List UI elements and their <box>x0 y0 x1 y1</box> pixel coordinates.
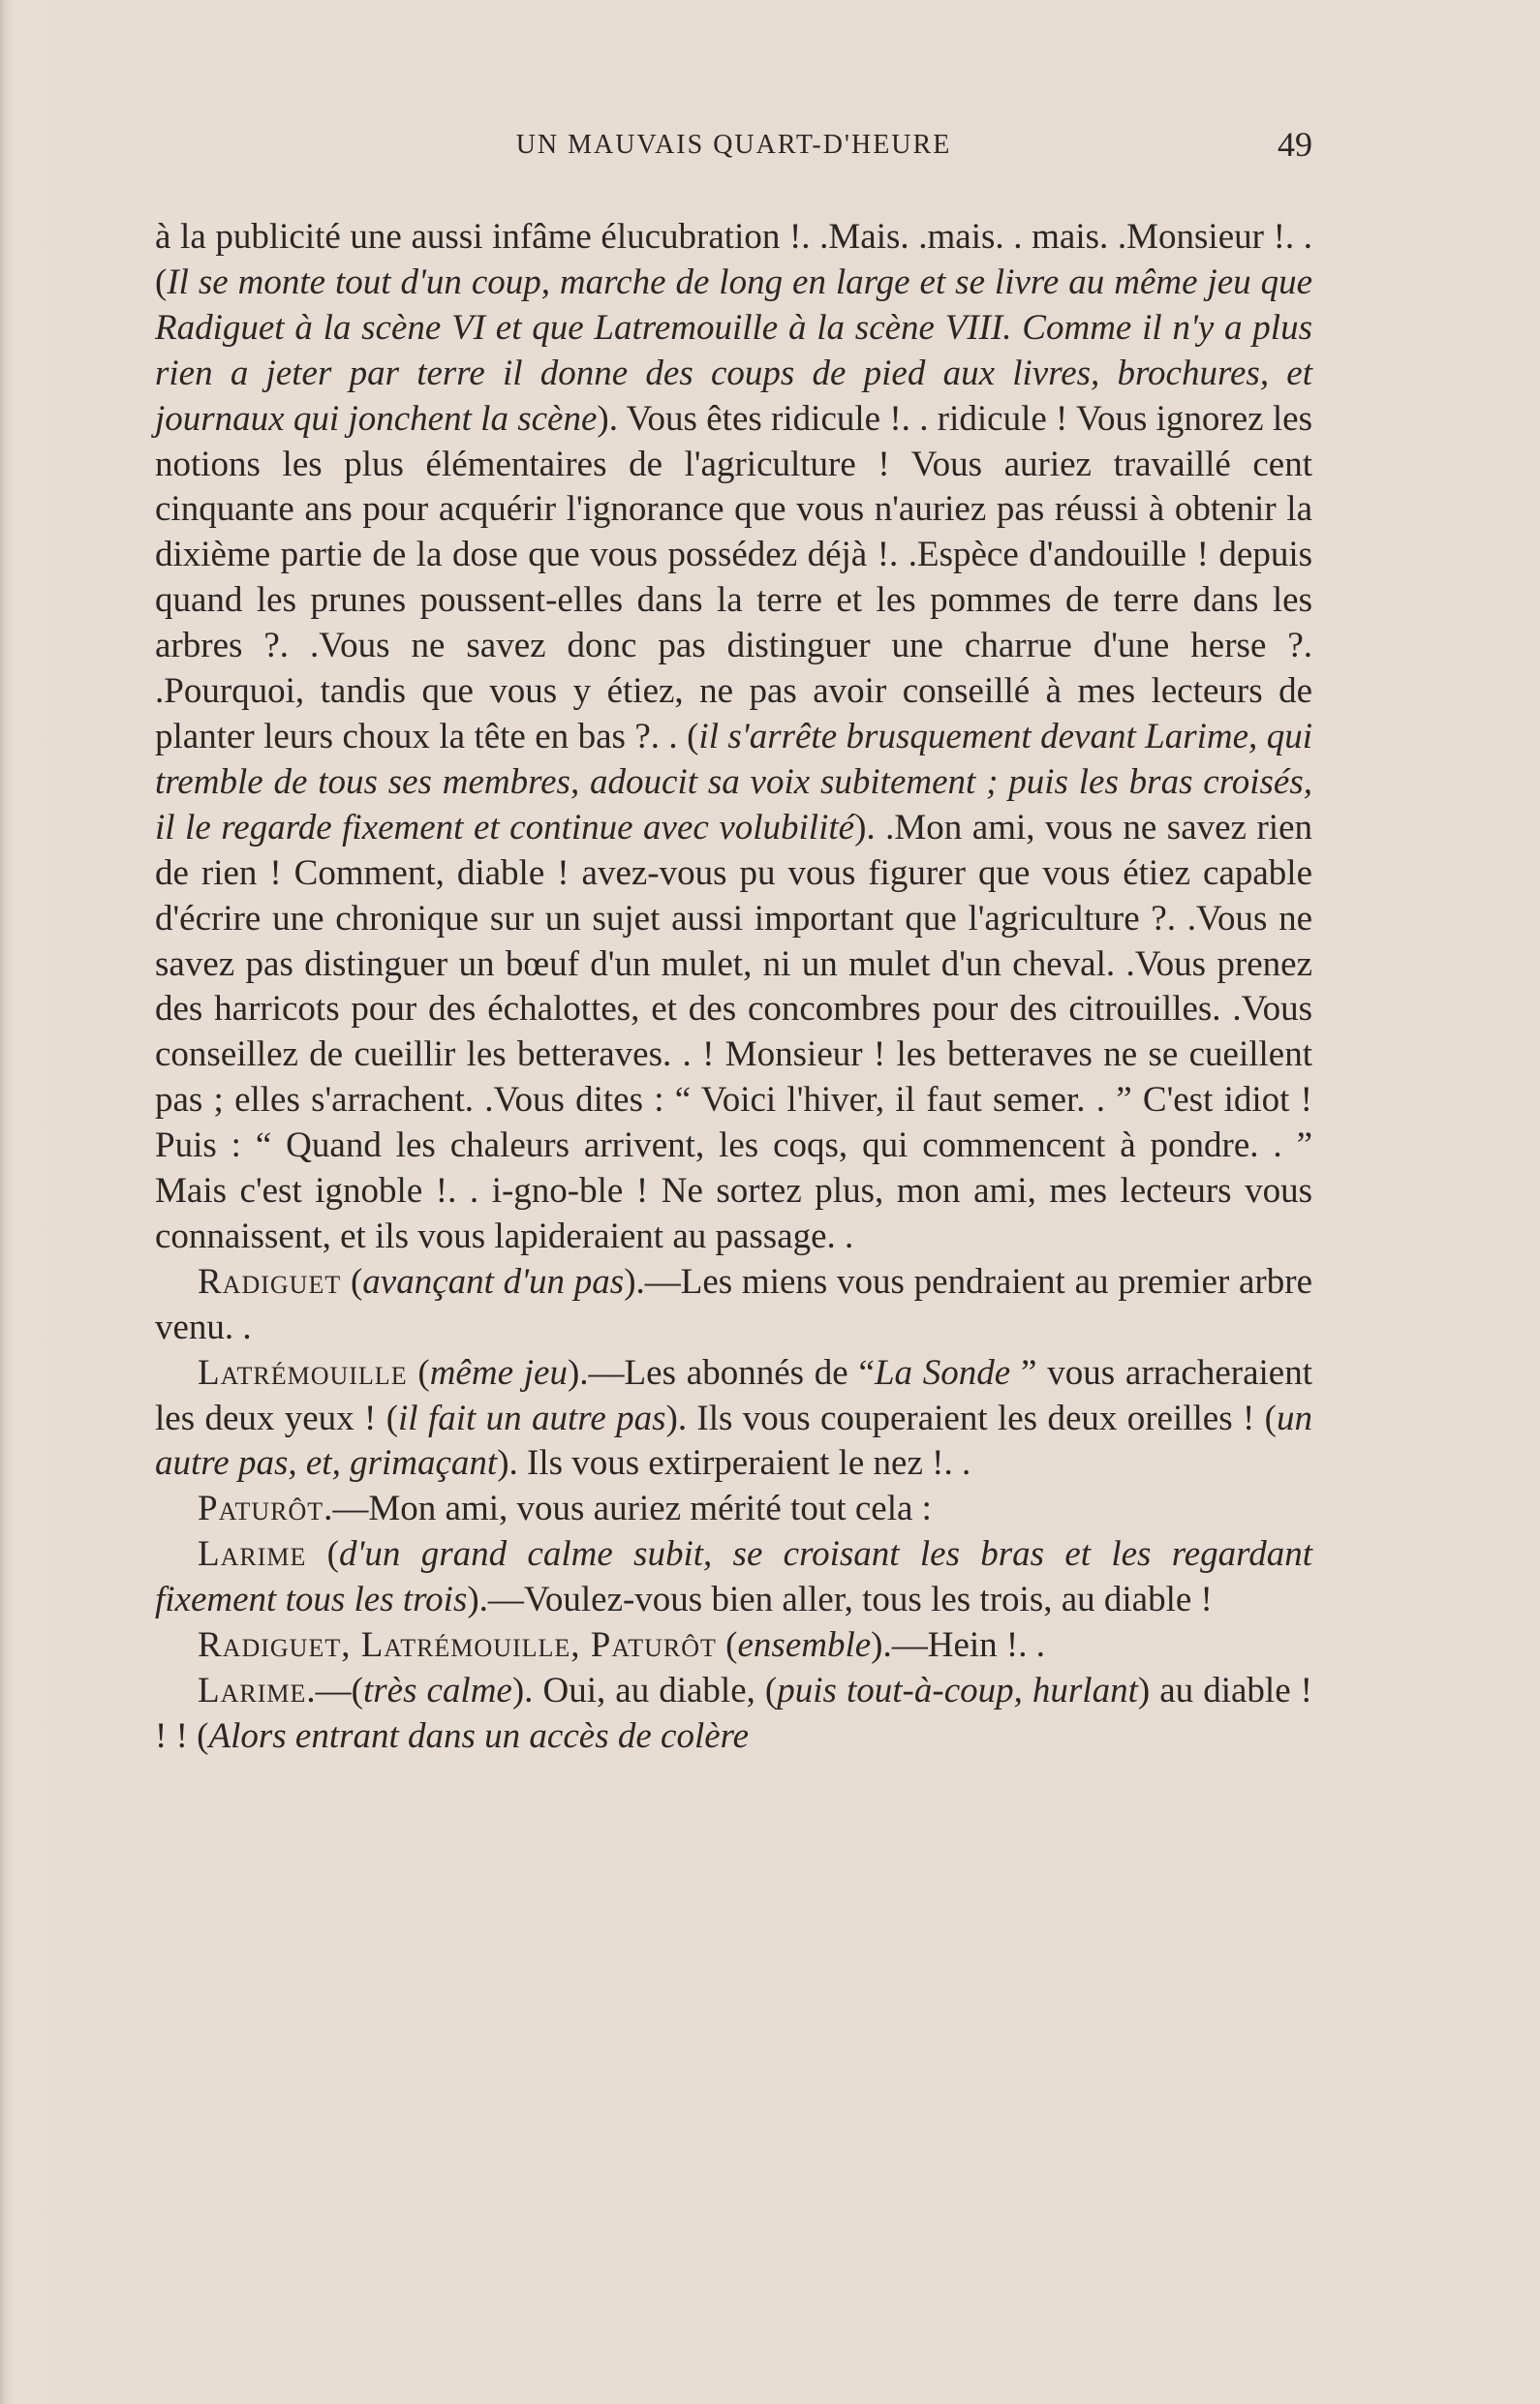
speaker-name: Paturôt <box>198 1489 324 1529</box>
text-run: ) au diable ! ! ! ( <box>155 1671 1312 1756</box>
text-run: ).—Les miens vous pendraient au premier arbre venu. . <box>155 1261 1312 1347</box>
running-title: UN MAUVAIS QUART-D'HEURE <box>515 130 952 160</box>
stage-direction: d'un grand calme subit, se croisant les bras et les regardant fixement tous les trois <box>155 1534 1312 1620</box>
text-run: ( <box>716 1625 738 1666</box>
text-run: .—( <box>306 1671 363 1711</box>
stage-direction: même jeu <box>429 1352 568 1393</box>
paragraph <box>155 215 1312 1260</box>
text-run: ” vous arracheraient les deux yeux ! ( <box>155 1352 1312 1438</box>
text-run: ).—Les abonnés de “ <box>567 1352 875 1393</box>
page-header <box>155 124 1312 172</box>
stage-direction: puis tout-à-coup, hurlant <box>777 1671 1138 1711</box>
text-run: ). .Mon ami, vous ne savez rien de rien ! Comment, diable ! avez-vous pu vous figurer que vous étiez capable d'écrire une chronique sur un sujet aussi important que l'agriculture ?. .Vous ne savez pas distinguer un bœuf d'un mulet, ni un mulet d'un cheval. .Vous prenez des harricots pour des échalottes, et des concombres pour des citrouilles. .Vous conseillez de cueillir les betteraves. . ! Monsieur ! les betteraves ne se cueillent pas ; elles s'arrachent. .Vous dites : “ Voici l'hiver, il faut semer. . ” C'est idiot ! Puis : “ Quand les chaleurs arrivent, les coqs, qui commencent à pondre. . ” Mais c'est ignoble !. . i-gno-ble ! Ne sortez plus, mon ami, mes lecteurs vous connaissent, et ils vous lapideraient au passage. . <box>155 807 1312 1256</box>
stage-direction: il fait un autre pas <box>398 1398 666 1438</box>
text-run: ).—Voulez-vous bien aller, tous les trois, au diable ! <box>467 1580 1213 1620</box>
speaker-name: Radiguet <box>198 1261 342 1302</box>
stage-direction: Alors entrant dans un accès de colère <box>208 1715 750 1756</box>
text-run: ).—Hein !. . <box>871 1625 1045 1666</box>
paragraph <box>155 1532 1312 1623</box>
text-run: ( <box>306 1534 340 1575</box>
text-run: ). Vous êtes ridicule !. . ridicule ! Vous ignorez les notions les plus élémentaires de l'agriculture ! Vous auriez travaillé cent cinquante ans pour acquérir l'ignorance que vous n'auriez pas réussi à obtenir la dixième partie de la dose que vous possédez déjà !. .Espèce d'andouille ! depuis quand les prunes poussent-elles dans la terre et les pommes de terre dans les arbres ?. .Vous ne savez donc pas distinguer une charrue d'une herse ?. .Pourquoi, tandis que vous y étiez, ne pas avoir conseillé à mes lecteurs de planter leurs choux la tête en bas ?. . ( <box>155 398 1312 756</box>
speaker-name: Radiguet, Latrémouille, Paturôt <box>198 1625 717 1666</box>
paragraph <box>155 1623 1312 1669</box>
text-run: ( <box>407 1352 430 1393</box>
stage-direction: il s'arrête brusquement devant Larime, qui tremble de tous ses membres, adoucit sa voix subitement ; puis les bras croisés, il le regarde fixement et continue avec volubilité <box>155 716 1312 848</box>
paragraph <box>155 1351 1312 1488</box>
speaker-name: Larime <box>198 1671 307 1711</box>
paragraph <box>155 1487 1312 1532</box>
speaker-name: Larime <box>198 1534 307 1575</box>
text-run: .—Mon ami, vous auriez mérité tout cela : <box>323 1489 932 1529</box>
text-run: ( <box>341 1261 363 1302</box>
paragraph <box>155 1260 1312 1351</box>
page-number: 49 <box>1278 125 1312 164</box>
stage-direction: ensemble <box>737 1625 872 1666</box>
stage-direction: très calme <box>362 1671 512 1711</box>
body-text <box>155 215 1312 1760</box>
stage-direction: Il se monte tout d'un coup, marche de long en large et se livre au même jeu que Radiguet à la scène VI et que Latremouille à la scène VIII. Comme il n'y a plus rien a jeter par terre il donne des coups de pied aux livres, brochures, et journaux qui jonchent la scène <box>155 262 1312 439</box>
stage-direction: avançant d'un pas <box>362 1261 625 1302</box>
stage-direction: La Sonde <box>874 1352 1011 1393</box>
speaker-name: Latrémouille <box>198 1352 408 1393</box>
text-run: ). Ils vous extirperaient le nez !. . <box>497 1443 971 1484</box>
text-run: ). Oui, au diable, ( <box>511 1671 778 1711</box>
stage-direction: un autre pas, et, grimaçant <box>155 1398 1312 1484</box>
text-run: ). Ils vous couperaient les deux oreilles ! ( <box>665 1398 1277 1438</box>
text-run: à la publicité une aussi infâme élucubration !. .Mais. .mais. . mais. .Monsieur !. . ( <box>155 217 1312 302</box>
paragraph <box>155 1669 1312 1760</box>
